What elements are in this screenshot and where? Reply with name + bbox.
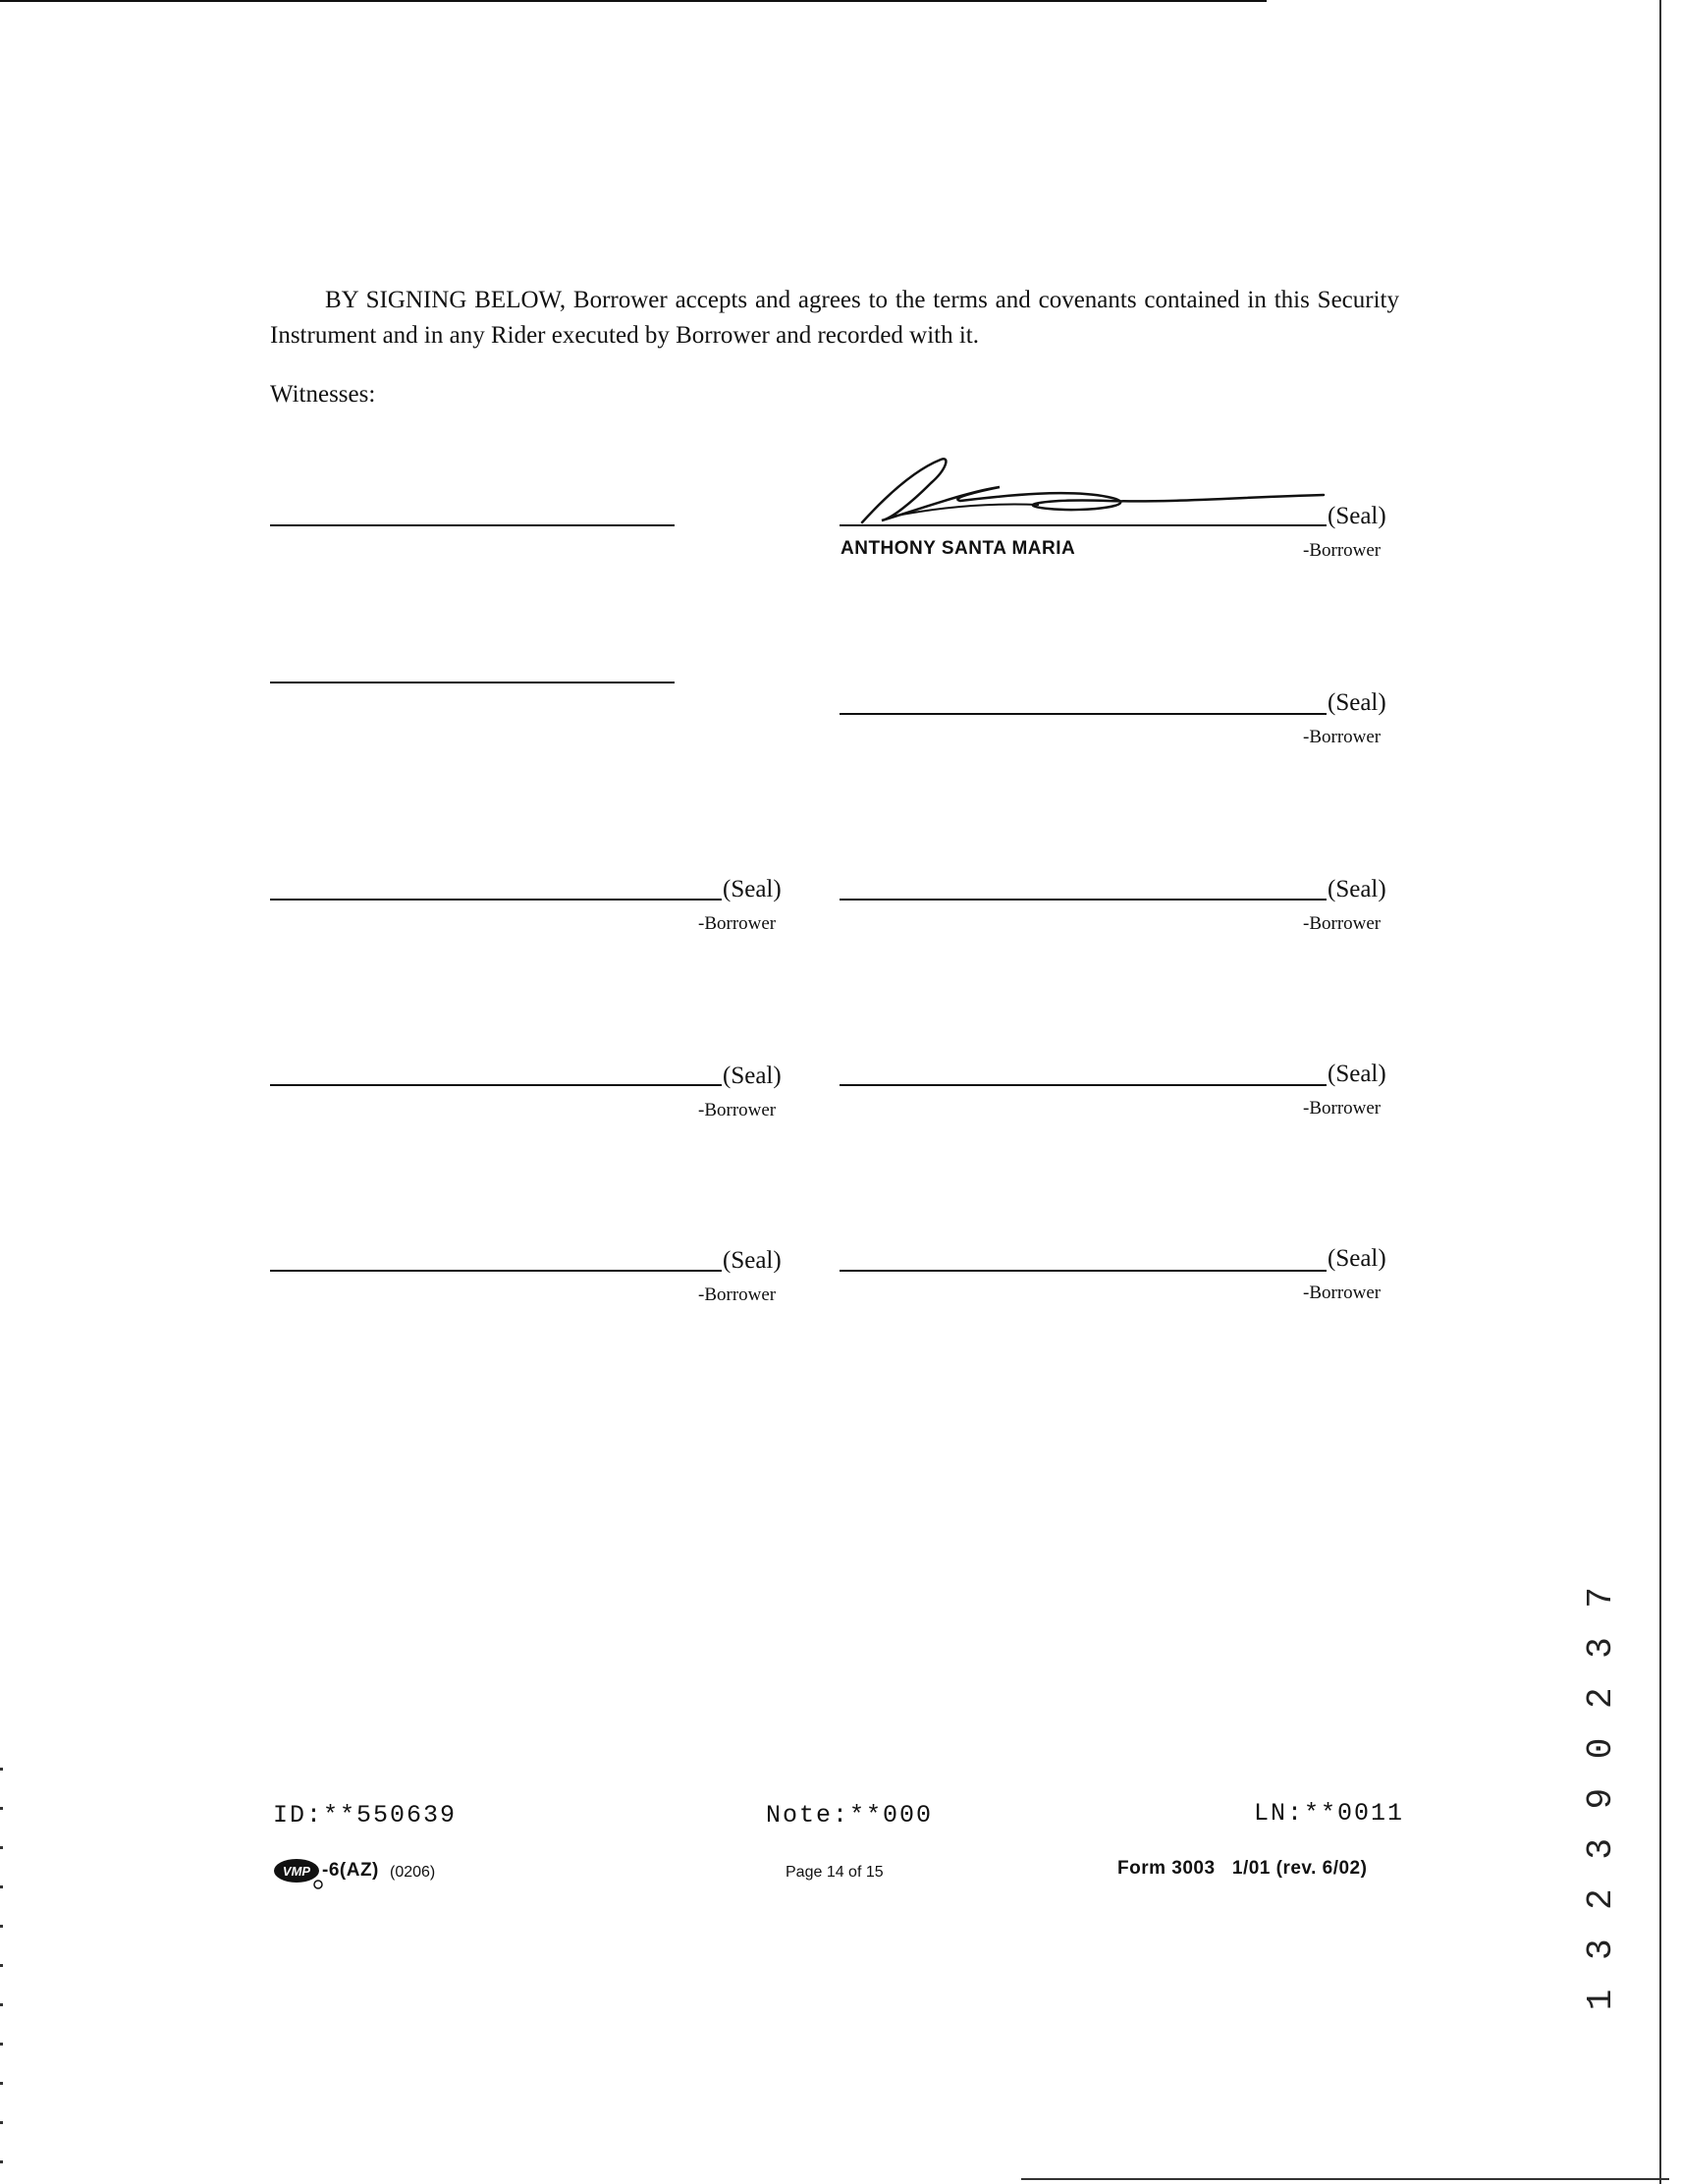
borrower-role-left-5: -Borrower [698,1284,777,1305]
footer-ln: LN:**0011 [1254,1799,1405,1828]
witnesses-label: Witnesses: [270,381,376,408]
signature-line-right-2 [840,713,1327,715]
signature-handwritten [852,452,1343,530]
borrower-printed-name: ANTHONY SANTA MARIA [840,538,1076,559]
signature-line-left-5 [270,1270,722,1272]
seal-label-right-5: (Seal) [1328,1245,1386,1272]
signature-line-right-3 [840,899,1327,901]
bottom-border-line [1021,2178,1669,2180]
svg-text:VMP: VMP [282,1864,311,1879]
seal-label-right-2: (Seal) [1328,689,1386,716]
right-border-line [1659,0,1661,2184]
signature-line-right-1 [840,524,1327,526]
seal-label-right-4: (Seal) [1328,1061,1386,1087]
seal-label-left-3: (Seal) [723,876,782,902]
top-border-line [0,0,1267,2]
borrower-role-right-5: -Borrower [1303,1283,1382,1303]
signing-paragraph: BY SIGNING BELOW, Borrower accepts and agrees to the terms and covenants contained in this Security Instrument and in any Rider executed by Borrower and recorded with it. [270,287,1399,349]
form-code: -6(AZ) [322,1860,379,1881]
witness-line-2 [270,682,675,683]
footer-note: Note:**000 [766,1801,934,1829]
borrower-role-right-3: -Borrower [1303,913,1382,934]
side-document-stamp: 1 3 2 3 9 0 2 3 7 [1581,1583,1621,2011]
borrower-role-left-4: -Borrower [698,1100,777,1120]
seal-label-right-3: (Seal) [1328,876,1386,902]
seal-label-left-5: (Seal) [723,1247,782,1274]
form-number: Form 3003 1/01 (rev. 6/02) [1117,1858,1368,1879]
page-number: Page 14 of 15 [786,1864,884,1881]
borrower-role-right-4: -Borrower [1303,1098,1382,1119]
left-edge-mark [0,1768,3,2184]
signature-line-left-3 [270,899,722,901]
signature-line-right-5 [840,1270,1327,1272]
signature-line-left-4 [270,1084,722,1086]
footer-id: ID:**550639 [273,1801,458,1829]
borrower-role-right-1: -Borrower [1303,540,1382,561]
borrower-role-right-2: -Borrower [1303,727,1382,747]
seal-label-right-1: (Seal) [1328,503,1386,529]
witness-line-1 [270,524,675,526]
form-date: (0206) [390,1864,436,1881]
vmp-logo-icon [273,1858,324,1885]
signature-line-right-4 [840,1084,1327,1086]
borrower-role-left-3: -Borrower [698,913,777,934]
seal-label-left-4: (Seal) [723,1063,782,1089]
